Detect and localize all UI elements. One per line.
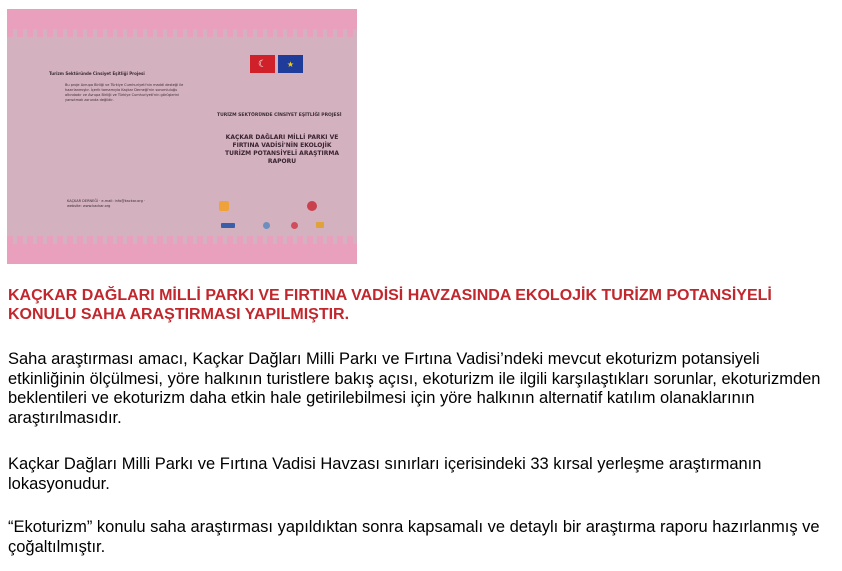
cover-top-stripe — [7, 9, 357, 33]
partner-logo-icon — [316, 222, 324, 228]
paragraph-report: “Ekoturizm” konulu saha araştırması yapıldıktan sonra kapsamalı ve detaylı bir araştırma raporu hazırlanmış ve çoğaltılmıştır. — [8, 518, 820, 556]
article-heading: KAÇKAR DAĞLARI MİLLİ PARKI VE FIRTINA VADİSİ HAVZASINDA EKOLOJİK TURİZM POTANSİYELİ KONULU SAHA ARAŞTIRMASI YAPILMIŞTIR. — [8, 287, 772, 323]
cover-back-paragraph: Bu proje Avrupa Birliği ve Türkiye Cumhuriyeti'nin maddi desteği ile hazırlanmıştır. İçerik tamamıyla Kaçkar Derneği'nin sorumluluğu altındadır ve Avrupa Birliği ve Türkiye Cumhuriyeti'nin görüşlerini yansıtmak zorunda değildir. — [65, 83, 184, 102]
paragraph-purpose: Saha araştırması amacı, Kaçkar Dağları Milli Parkı ve Fırtına Vadisi’ndeki mevcut ekoturizm potansiyeli etkinliğinin ölçülmesi, yöre halkının turistlere bakış açısı, ekoturizm ile ilgili karşılaştıkları sorunlar, ekoturizmden beklentileri ve ekoturizm daha etkin hale getirilebilmesi için yöre halkının alternatif katılım olanaklarının araştırılmasıdır. — [8, 350, 821, 427]
cover-back-contact: KAÇKAR DERNEĞİ · e-mail: info@kackar.org · website: www.kackar.org — [67, 199, 146, 208]
cover-project-label: TURİZM SEKTÖRÜNDE CİNSİYET EŞİTLİĞİ PROJESİ — [217, 113, 342, 118]
eu-flag-icon: ★ — [278, 55, 303, 73]
partner-logo-icon — [221, 223, 235, 228]
partner-logo-icon — [307, 201, 317, 211]
cover-partner-logos — [219, 201, 339, 241]
turkey-flag-icon: ☾ — [250, 55, 275, 73]
cover-flags — [250, 55, 304, 75]
cover-report-title: KAÇKAR DAĞLARI MİLLİ PARKI VE FIRTINA VADİSİ'NİN EKOLOJİK TURİZM POTANSİYELİ ARAŞTIRMA RAPORU — [225, 134, 339, 165]
partner-logo-icon — [263, 222, 270, 229]
partner-logo-icon — [219, 201, 229, 211]
partner-logo-icon — [291, 222, 298, 229]
brochure-cover-image — [7, 9, 357, 264]
cover-back-title: Turizm Sektöründe Cinsiyet Eşitliği Projesi — [49, 71, 145, 76]
cover-bottom-stripe — [7, 240, 357, 264]
paragraph-location: Kaçkar Dağları Milli Parkı ve Fırtına Vadisi Havzası sınırları içerisindeki 33 kırsal yerleşme araştırmanın lokasyonudur. — [8, 455, 762, 493]
